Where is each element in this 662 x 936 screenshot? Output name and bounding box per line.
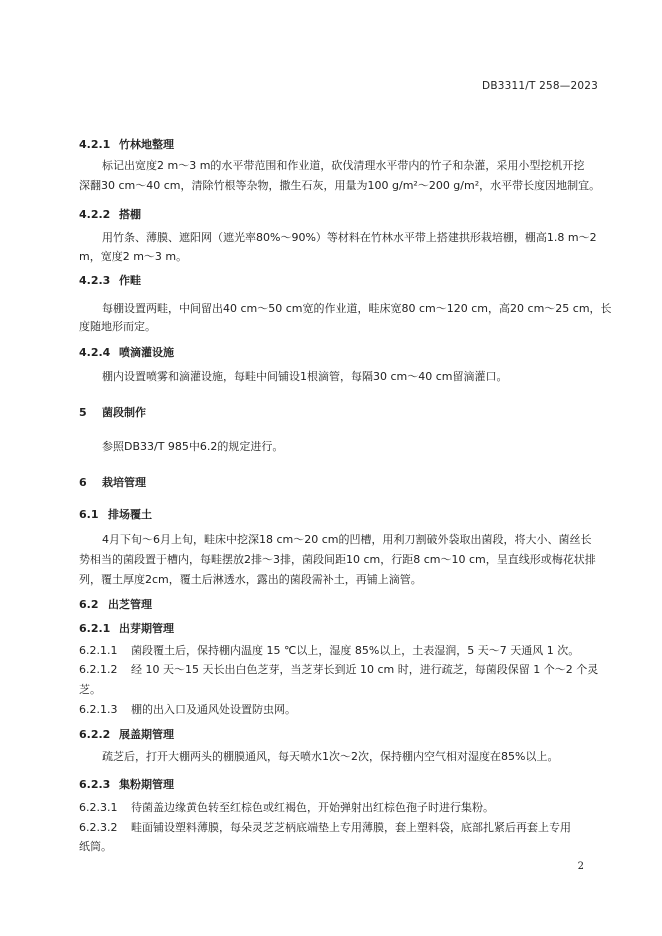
list-item	[79, 660, 598, 680]
list-item-continuation: 芝。	[79, 683, 101, 696]
heading-number: 6.1	[79, 508, 99, 521]
heading-6-2-2	[79, 726, 174, 742]
paragraph-line: 参照DB33/T 985中6.2的规定进行。	[102, 440, 284, 453]
heading-6-2-1	[79, 620, 174, 636]
heading-number: 6.2.1	[79, 622, 111, 635]
heading-title: 栽培管理	[102, 476, 146, 489]
heading-6-2-3	[79, 776, 174, 792]
list-item	[79, 818, 571, 838]
paragraph-line: 度随地形而定。	[79, 320, 156, 333]
heading-4-2-2	[79, 206, 141, 222]
heading-number: 4.2.3	[79, 274, 111, 287]
item-text: 待菌盖边缘黄色转至红棕色或红褐色，开始弹射出红棕色孢子时进行集粉。	[131, 801, 494, 814]
heading-title: 竹林地整理	[119, 138, 174, 151]
heading-number: 4.2.2	[79, 208, 111, 221]
heading-title: 出芽期管理	[119, 622, 174, 635]
paragraph-line: 棚内设置喷雾和滴灌设施，每畦中间铺设1根滴管，每隔30 cm～40 cm留滴灌口。	[102, 370, 508, 383]
heading-number: 6.2.3	[79, 778, 111, 791]
item-number: 6.2.3.1	[79, 801, 118, 814]
item-number: 6.2.1.2	[79, 663, 118, 676]
heading-5	[79, 404, 146, 420]
heading-title: 出芝管理	[108, 598, 152, 611]
heading-number: 4.2.1	[79, 138, 111, 151]
paragraph-line: 4月下旬～6月上旬，畦床中挖深18 cm～20 cm的凹槽，用利刀割破外袋取出菌段，将大小、菌丝长	[102, 533, 592, 546]
list-item	[79, 641, 579, 661]
paragraph-line: 深翻30 cm～40 cm，清除竹根等杂物，撒生石灰，用量为100 g/m²～200 g/m²，水平带长度因地制宜。	[79, 179, 601, 192]
heading-4-2-4	[79, 344, 174, 360]
list-item	[79, 798, 494, 818]
item-text: 畦面铺设塑料薄膜，每朵灵芝芝柄底端垫上专用薄膜，套上塑料袋，底部扎紧后再套上专用	[131, 821, 571, 834]
heading-title: 展盖期管理	[119, 728, 174, 741]
list-item	[79, 700, 296, 720]
heading-4-2-3	[79, 272, 141, 288]
paragraph-line: 列，覆土厚度2cm，覆土后淋透水，露出的菌段需补土，再铺上滴管。	[79, 573, 422, 586]
paragraph-line: 每棚设置两畦，中间留出40 cm～50 cm宽的作业道，畦床宽80 cm～120 cm，高20 cm～25 cm，长	[102, 302, 612, 315]
item-number: 6.2.1.1	[79, 644, 118, 657]
heading-6	[79, 474, 146, 490]
item-text: 经 10 天～15 天长出白色芝芽，当芝芽长到近 10 cm 时，进行疏芝，每菌段保留 1 个～2 个灵	[131, 663, 599, 676]
paragraph-line: 用竹条、薄膜、遮阳网（遮光率80%～90%）等材料在竹林水平带上搭建拱形栽培棚，棚高1.8 m～2	[102, 231, 597, 244]
page-number: 2	[577, 861, 584, 872]
paragraph-line: m，宽度2 m～3 m。	[79, 250, 188, 263]
item-number: 6.2.1.3	[79, 703, 118, 716]
document-code: DB3311/T 258—2023	[482, 80, 598, 92]
heading-4-2-1	[79, 136, 174, 152]
item-text: 菌段覆土后，保持棚内温度 15 ℃以上，湿度 85%以上，土表湿润，5 天～7 天通风 1 次。	[131, 644, 580, 657]
heading-title: 喷滴灌设施	[119, 346, 174, 359]
list-item-continuation: 纸筒。	[79, 840, 112, 853]
paragraph-line: 疏芝后，打开大棚两头的棚膜通风，每天喷水1次～2次，保持棚内空气相对湿度在85%以上。	[102, 750, 559, 763]
heading-6-2	[79, 596, 152, 612]
heading-number: 4.2.4	[79, 346, 111, 359]
heading-title: 集粉期管理	[119, 778, 174, 791]
heading-title: 搭棚	[119, 208, 141, 221]
heading-number: 6.2.2	[79, 728, 111, 741]
heading-number: 5	[79, 406, 87, 419]
item-text: 棚的出入口及通风处设置防虫网。	[131, 703, 296, 716]
paragraph-line: 标记出宽度2 m～3 m的水平带范围和作业道，砍伐清理水平带内的竹子和杂灌，采用小型挖机开挖	[102, 159, 585, 172]
heading-title: 排场覆土	[108, 508, 152, 521]
heading-number: 6	[79, 476, 87, 489]
heading-6-1	[79, 506, 152, 522]
paragraph-line: 势相当的菌段置于槽内，每畦摆放2排～3排，菌段间距10 cm，行距8 cm～10 cm，呈直线形或梅花状排	[79, 553, 596, 566]
item-number: 6.2.3.2	[79, 821, 118, 834]
heading-title: 菌段制作	[102, 406, 146, 419]
heading-title: 作畦	[119, 274, 141, 287]
heading-number: 6.2	[79, 598, 99, 611]
